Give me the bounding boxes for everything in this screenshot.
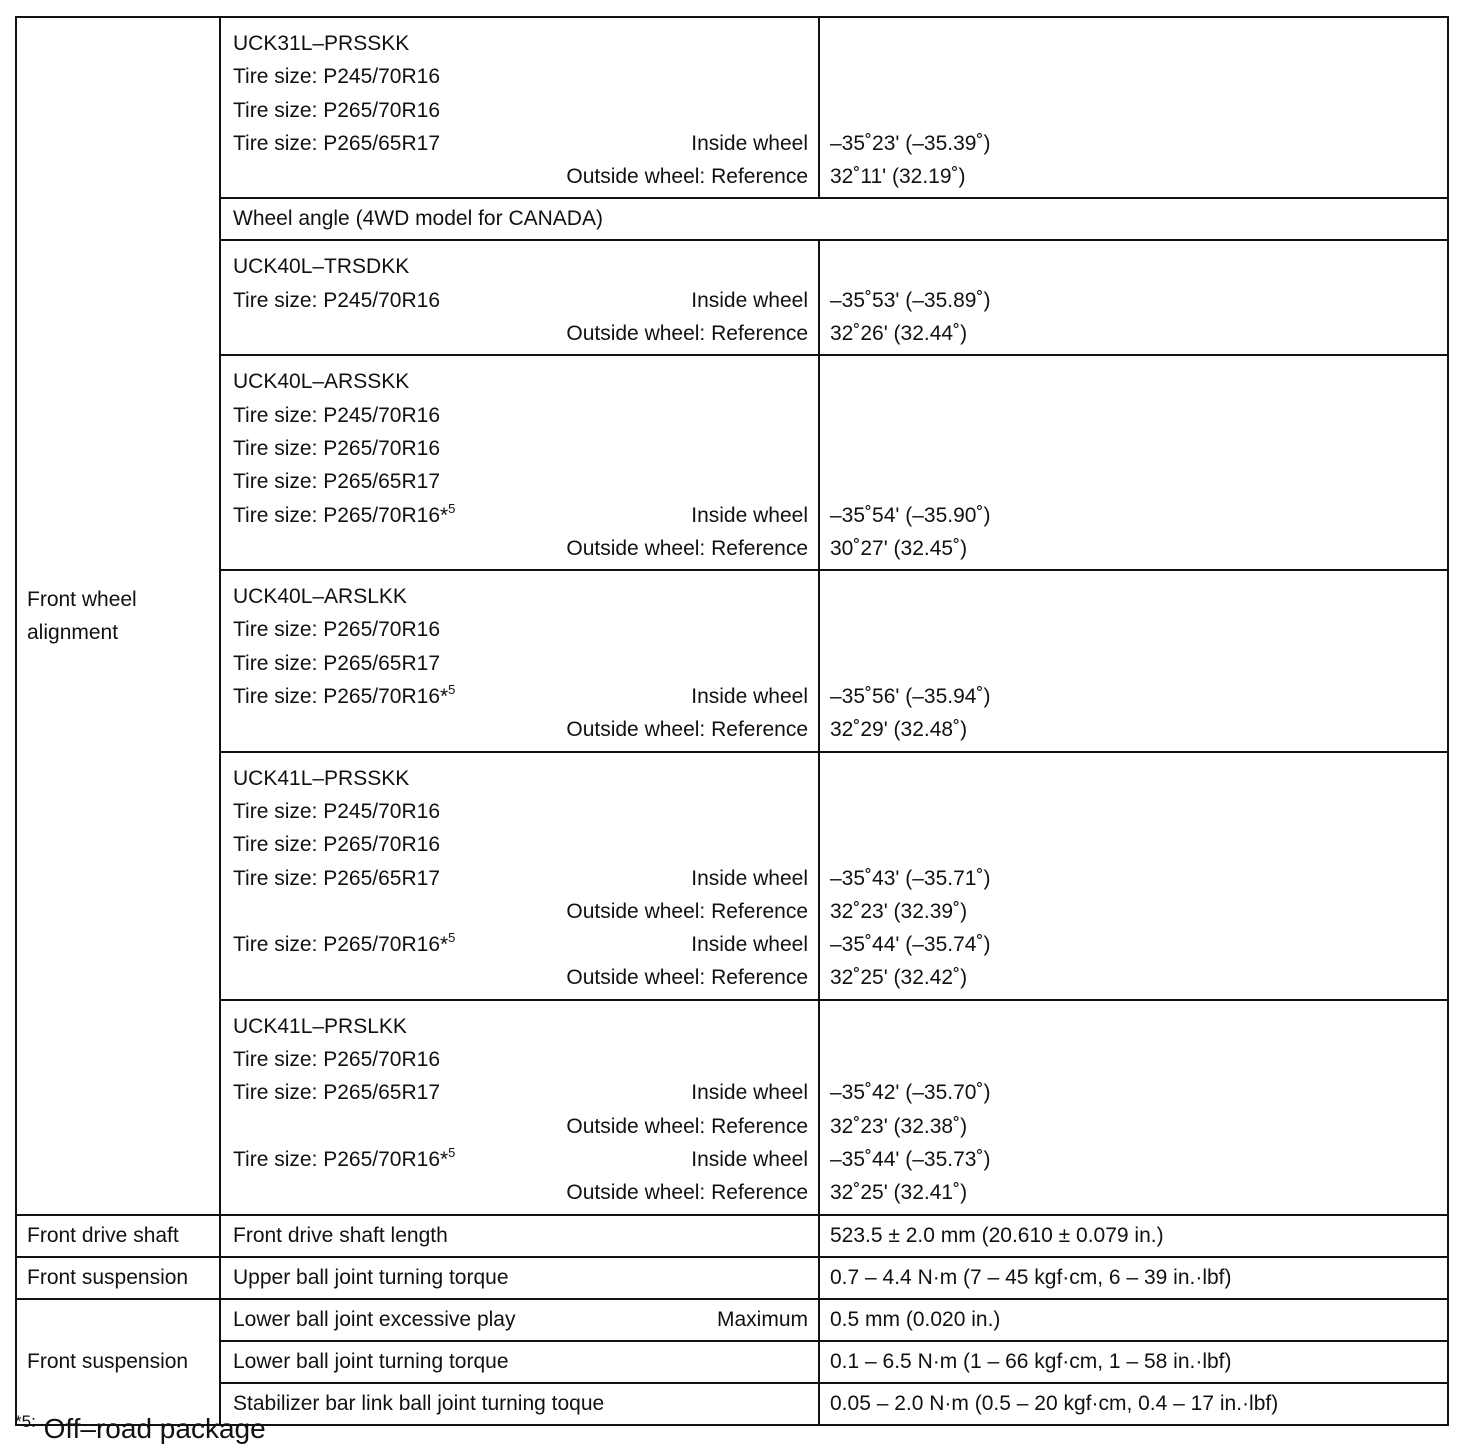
value-line: [830, 250, 1437, 283]
item-qualifier: Inside wheel: [691, 933, 808, 957]
item-cell: [220, 1299, 819, 1341]
item-text: [233, 127, 440, 160]
item-line: [233, 961, 808, 994]
value-line: [830, 399, 1437, 432]
spec-row: [16, 17, 1448, 198]
item-line: [233, 94, 808, 127]
drive-shaft-row: [16, 1215, 1448, 1257]
item-line: [233, 250, 808, 283]
item-text-main: Tire size: P265/70R16: [233, 618, 440, 642]
spec-row: [16, 355, 1448, 570]
model-block: [221, 571, 818, 750]
item-line: [233, 1010, 808, 1043]
value-line: 32˚25' (32.41˚): [830, 1181, 968, 1205]
item-text: [233, 613, 440, 646]
item-text: [233, 250, 409, 283]
item-cell: [220, 240, 819, 355]
item-line: [233, 1043, 808, 1076]
item-line: [233, 399, 808, 432]
value-line: 32˚23' (32.38˚): [830, 1114, 968, 1138]
item-text-main: UCK40L–ARSSKK: [233, 370, 410, 394]
item-qualifier: Inside wheel: [691, 866, 808, 890]
item-text: [233, 365, 409, 398]
item-text-main: Tire size: P245/70R16: [233, 65, 440, 89]
item-text: [233, 1076, 440, 1109]
item-text-main: Tire size: P265/70R16*: [233, 933, 449, 957]
item-line: [233, 895, 808, 928]
item-line: [233, 499, 808, 532]
category-label: Front wheel alignment: [27, 587, 137, 644]
item-text-main: Tire size: P265/70R16*: [233, 685, 449, 709]
item-qualifier: Outside wheel: Reference: [566, 536, 808, 560]
category-cell: [16, 1257, 220, 1299]
item-text-main: Tire size: P245/70R16: [233, 799, 440, 823]
item-text-main: Tire size: P265/65R17: [233, 470, 440, 494]
item-cell: [220, 1000, 819, 1215]
item-qualifier: Outside wheel: Reference: [566, 165, 808, 189]
item-text-main: UCK41L–PRSLKK: [233, 1014, 407, 1038]
item-line: [233, 284, 808, 317]
item-qualifier: Outside wheel: Reference: [566, 1114, 808, 1138]
value-line: [830, 828, 1437, 861]
item-qualifier: Inside wheel: [691, 503, 808, 527]
item-line: [233, 1110, 808, 1143]
item-line: [221, 1342, 818, 1382]
item-text: [233, 499, 455, 532]
item-qualifier: Outside wheel: Reference: [566, 1181, 808, 1205]
item-text: [233, 647, 440, 680]
item-text: Lower ball joint turning torque: [233, 1349, 509, 1373]
value-line: [830, 1043, 1437, 1076]
item-line: [233, 613, 808, 646]
value-block: [820, 18, 1447, 197]
item-qualifier: Outside wheel: Reference: [566, 718, 808, 742]
section-header: Wheel angle (4WD model for CANADA): [233, 207, 603, 231]
value-line: [830, 432, 1437, 465]
item-text: Front drive shaft length: [233, 1223, 448, 1247]
item-text-main: UCK40L–ARSLKK: [233, 585, 407, 609]
model-block: [221, 356, 818, 569]
item-cell: [220, 355, 819, 570]
footnote-ref: 5: [448, 930, 456, 946]
footnote-text: Off–road package: [43, 1413, 266, 1444]
value-line: 30˚27' (32.45˚): [830, 536, 968, 560]
footnote: [15, 1402, 266, 1449]
item-text-main: UCK40L–TRSDKK: [233, 255, 410, 279]
value-line: [830, 94, 1437, 127]
spec-row: [16, 752, 1448, 1000]
model-block: [221, 18, 818, 197]
value-line: [830, 60, 1437, 93]
item-text-main: Tire size: P265/70R16: [233, 98, 440, 122]
item-line: [233, 680, 808, 713]
suspension-upper-row: [16, 1257, 1448, 1299]
item-text: [233, 27, 409, 60]
footnote-ref: 5: [448, 1144, 456, 1160]
item-line: [233, 1076, 808, 1109]
item-qualifier: Outside wheel: Reference: [566, 899, 808, 923]
item-text: [233, 862, 440, 895]
value-line: [830, 762, 1437, 795]
item-text-main: Tire size: P265/65R17: [233, 866, 440, 890]
item-text: [233, 94, 440, 127]
value-line: –35˚54' (–35.90˚): [830, 503, 991, 527]
value-line: [830, 613, 1437, 646]
item-qualifier: Outside wheel: Reference: [566, 322, 808, 346]
item-line: [233, 795, 808, 828]
value-line: [830, 465, 1437, 498]
value-cell: [819, 752, 1448, 1000]
item-line: [233, 365, 808, 398]
item-text: [233, 1010, 407, 1043]
item-text-main: Tire size: P265/70R16: [233, 436, 440, 460]
value-line: –35˚42' (–35.70˚): [830, 1081, 991, 1105]
item-text-main: Tire size: P265/65R17: [233, 651, 440, 675]
value-text: 0.5 mm (0.020 in.): [830, 1307, 1001, 1331]
footnote-ref: 5: [448, 500, 456, 516]
item-cell: [220, 17, 819, 198]
value-line: 32˚23' (32.39˚): [830, 899, 968, 923]
value-line: [830, 365, 1437, 398]
value-text: 523.5 ± 2.0 mm (20.610 ± 0.079 in.): [830, 1223, 1164, 1247]
value-block: [820, 571, 1447, 750]
category-label: Front drive shaft: [27, 1224, 179, 1247]
item-cell: [220, 1257, 819, 1299]
item-text: Stabilizer bar link ball joint turning toque: [233, 1391, 605, 1415]
item-line: [233, 762, 808, 795]
item-line: [233, 532, 808, 565]
item-text: Lower ball joint excessive play: [233, 1307, 516, 1331]
item-text: [233, 828, 440, 861]
value-cell: [819, 570, 1448, 751]
item-text: [233, 580, 407, 613]
spec-row: [16, 570, 1448, 751]
item-cell: [220, 1383, 819, 1425]
value-line: [830, 580, 1437, 613]
item-line: [233, 160, 808, 193]
value-cell: [819, 17, 1448, 198]
category-label: Front suspension: [27, 1350, 189, 1373]
category-cell: [16, 1215, 220, 1257]
value-line: 32˚11' (32.19˚): [830, 165, 966, 189]
value-line: –35˚23' (–35.39˚): [830, 131, 991, 155]
item-line: [233, 1143, 808, 1176]
value-line: [830, 795, 1437, 828]
footnote-ref: 5: [448, 682, 456, 698]
suspension-row: [16, 1341, 1448, 1383]
item-line: [233, 60, 808, 93]
item-line: [233, 317, 808, 350]
value-block: [820, 753, 1447, 999]
item-text-main: Tire size: P265/70R16*: [233, 1147, 449, 1171]
suspension-row: [16, 1299, 1448, 1341]
item-line: [233, 27, 808, 60]
item-qualifier: Maximum: [716, 1307, 808, 1331]
item-line: [233, 580, 808, 613]
value-text: 0.05 – 2.0 N·m (0.5 – 20 kgf·cm, 0.4 – 17 in.·lbf): [830, 1391, 1279, 1415]
section-header-cell: [220, 198, 1448, 240]
item-cell: [220, 752, 819, 1000]
footnote-marker: *5:: [15, 1412, 36, 1431]
item-cell: [220, 1215, 819, 1257]
item-text-main: UCK41L–PRSSKK: [233, 766, 410, 790]
item-cell: [220, 1341, 819, 1383]
value-cell: [819, 1257, 1448, 1299]
item-text: [233, 399, 440, 432]
value-cell: [819, 1299, 1448, 1341]
item-line: [233, 647, 808, 680]
item-line: [233, 828, 808, 861]
value-line: –35˚43' (–35.71˚): [830, 866, 991, 890]
value-line: [830, 27, 1437, 60]
value-cell: [819, 1341, 1448, 1383]
item-line: [233, 465, 808, 498]
value-cell: [819, 1383, 1448, 1425]
spec-table: [15, 16, 1449, 1426]
value-cell: [819, 240, 1448, 355]
item-text-main: Tire size: P265/65R17: [233, 1081, 440, 1105]
item-text: [233, 1043, 440, 1076]
item-text: [233, 284, 440, 317]
item-qualifier: Inside wheel: [691, 685, 808, 709]
item-line: [221, 1300, 818, 1340]
item-line: [233, 862, 808, 895]
value-line: 32˚25' (32.42˚): [830, 966, 968, 990]
item-qualifier: Inside wheel: [691, 1081, 808, 1105]
value-cell: [819, 1215, 1448, 1257]
item-qualifier: Outside wheel: Reference: [566, 966, 808, 990]
item-text: [233, 795, 440, 828]
section-header-row: [16, 198, 1448, 240]
item-qualifier: Inside wheel: [691, 131, 808, 155]
value-line: [830, 1010, 1437, 1043]
item-text-main: Tire size: P245/70R16: [233, 403, 440, 427]
value-line: –35˚53' (–35.89˚): [830, 288, 991, 312]
item-qualifier: Inside wheel: [691, 288, 808, 312]
value-block: [820, 356, 1447, 569]
item-text-main: Tire size: P265/70R16*: [233, 503, 449, 527]
item-text: Upper ball joint turning torque: [233, 1265, 509, 1289]
value-text: 0.7 – 4.4 N·m (7 – 45 kgf·cm, 6 – 39 in.·lbf): [830, 1265, 1232, 1289]
spec-table-body: [16, 17, 1448, 1425]
item-text: [233, 762, 409, 795]
model-block: [221, 753, 818, 999]
item-qualifier: Inside wheel: [691, 1147, 808, 1171]
item-text: [233, 432, 440, 465]
model-block: [221, 1001, 818, 1214]
item-line: [233, 713, 808, 746]
value-line: 32˚26' (32.44˚): [830, 322, 968, 346]
value-text: 0.1 – 6.5 N·m (1 – 66 kgf·cm, 1 – 58 in.·lbf): [830, 1349, 1232, 1373]
model-block: [221, 241, 818, 354]
item-line: [221, 1384, 818, 1424]
item-text: [233, 928, 455, 961]
spec-row: [16, 1000, 1448, 1215]
value-line: –35˚56' (–35.94˚): [830, 685, 991, 709]
category-label: Front suspension: [27, 1266, 189, 1289]
item-line: [233, 1176, 808, 1209]
spec-row: [16, 240, 1448, 355]
value-line: 32˚29' (32.48˚): [830, 718, 968, 742]
item-text-main: Tire size: P245/70R16: [233, 288, 440, 312]
value-line: [830, 647, 1437, 680]
value-block: [820, 241, 1447, 354]
item-line: [233, 432, 808, 465]
item-text: [233, 1143, 455, 1176]
item-text: [233, 680, 455, 713]
item-cell: [220, 570, 819, 751]
value-cell: [819, 355, 1448, 570]
item-line: [233, 928, 808, 961]
item-text-main: Tire size: P265/70R16: [233, 833, 440, 857]
item-line: [233, 127, 808, 160]
category-cell: [16, 17, 220, 1215]
item-text-main: Tire size: P265/65R17: [233, 131, 440, 155]
item-text: [233, 465, 440, 498]
value-line: –35˚44' (–35.74˚): [830, 933, 991, 957]
value-cell: [819, 1000, 1448, 1215]
item-text-main: UCK31L–PRSSKK: [233, 32, 410, 55]
value-block: [820, 1001, 1447, 1214]
item-text-main: Tire size: P265/70R16: [233, 1048, 440, 1072]
value-line: –35˚44' (–35.73˚): [830, 1147, 991, 1171]
item-text: [233, 60, 440, 93]
